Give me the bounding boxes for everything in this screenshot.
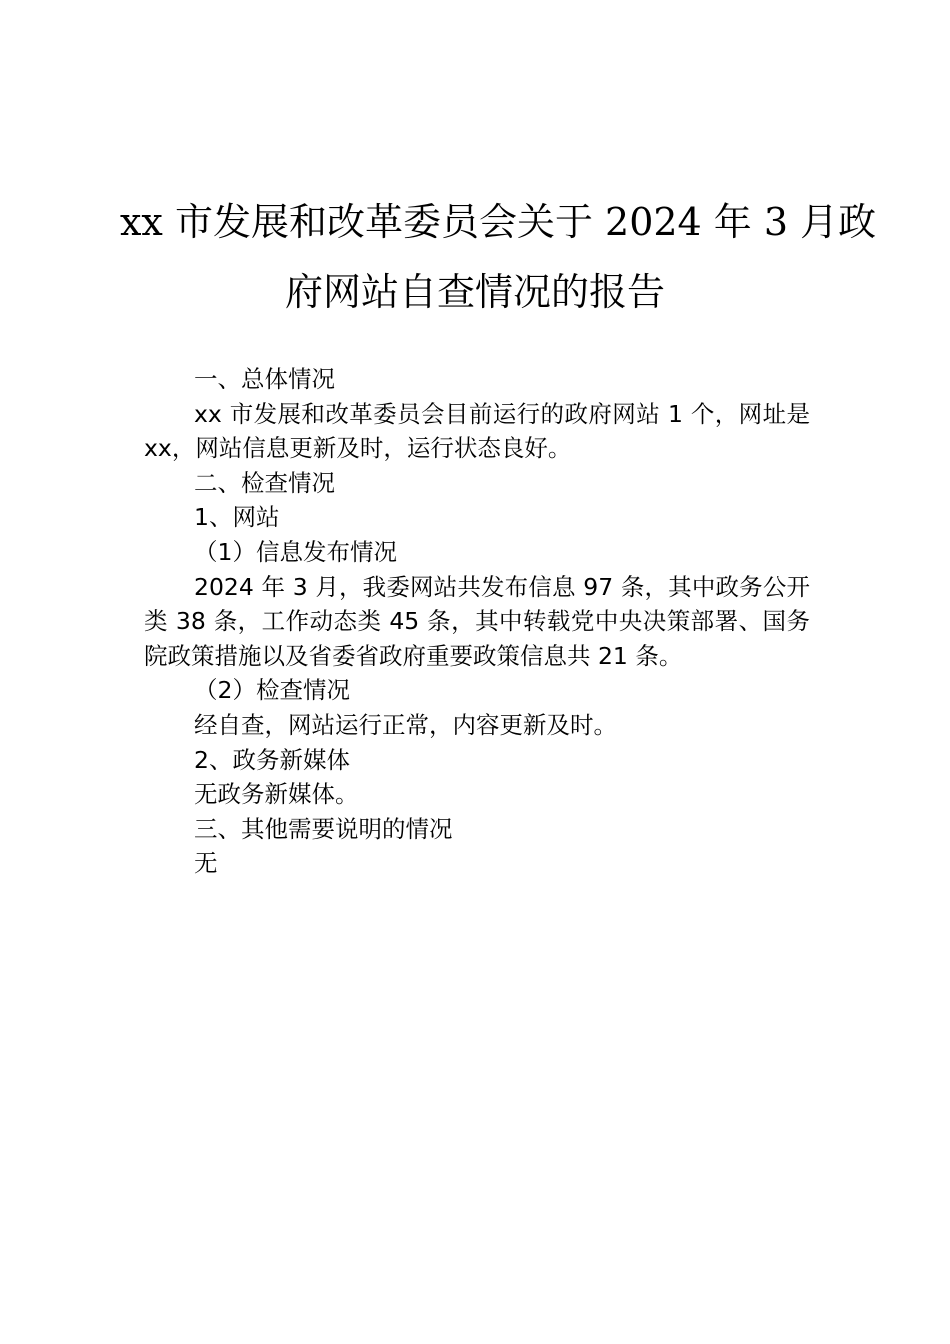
subsection-2-paragraph: 无政务新媒体。 — [194, 780, 359, 809]
subsection-1-item-1-paragraph: 2024 年 3 月，我委网站共发布信息 97 条，其中政务公开类 38 条，工作动态类 45 条，其中转载党中央决策部署、国务院政策措施以及省委省政府重要政策信息共 21 条。 — [144, 572, 810, 670]
document-title-line1: xx 市发展和改革委员会关于 2024 年 3 月政 — [120, 200, 877, 244]
document-body — [144, 362, 810, 881]
section-3-paragraph: 无 — [194, 849, 218, 878]
subsection-1-item-2-paragraph: 经自查，网站运行正常，内容更新及时。 — [194, 710, 617, 739]
subsection-1-heading: 1、网站 — [194, 503, 280, 532]
document-title-line2: 府网站自查情况的报告 — [284, 270, 665, 314]
section-3-heading: 三、其他需要说明的情况 — [194, 814, 453, 843]
section-1-heading: 一、总体情况 — [194, 365, 335, 393]
subsection-1-item-2-heading: （2）检查情况 — [194, 676, 350, 705]
section-2-heading: 二、检查情况 — [194, 468, 335, 497]
subsection-2-heading: 2、政务新媒体 — [194, 745, 350, 774]
section-1-paragraph: xx 市发展和改革委员会目前运行的政府网站 1 个，网址是 xx，网站信息更新及时，运行状态良好。 — [144, 399, 810, 463]
subsection-1-item-1-heading: （1）信息发布情况 — [194, 537, 397, 566]
